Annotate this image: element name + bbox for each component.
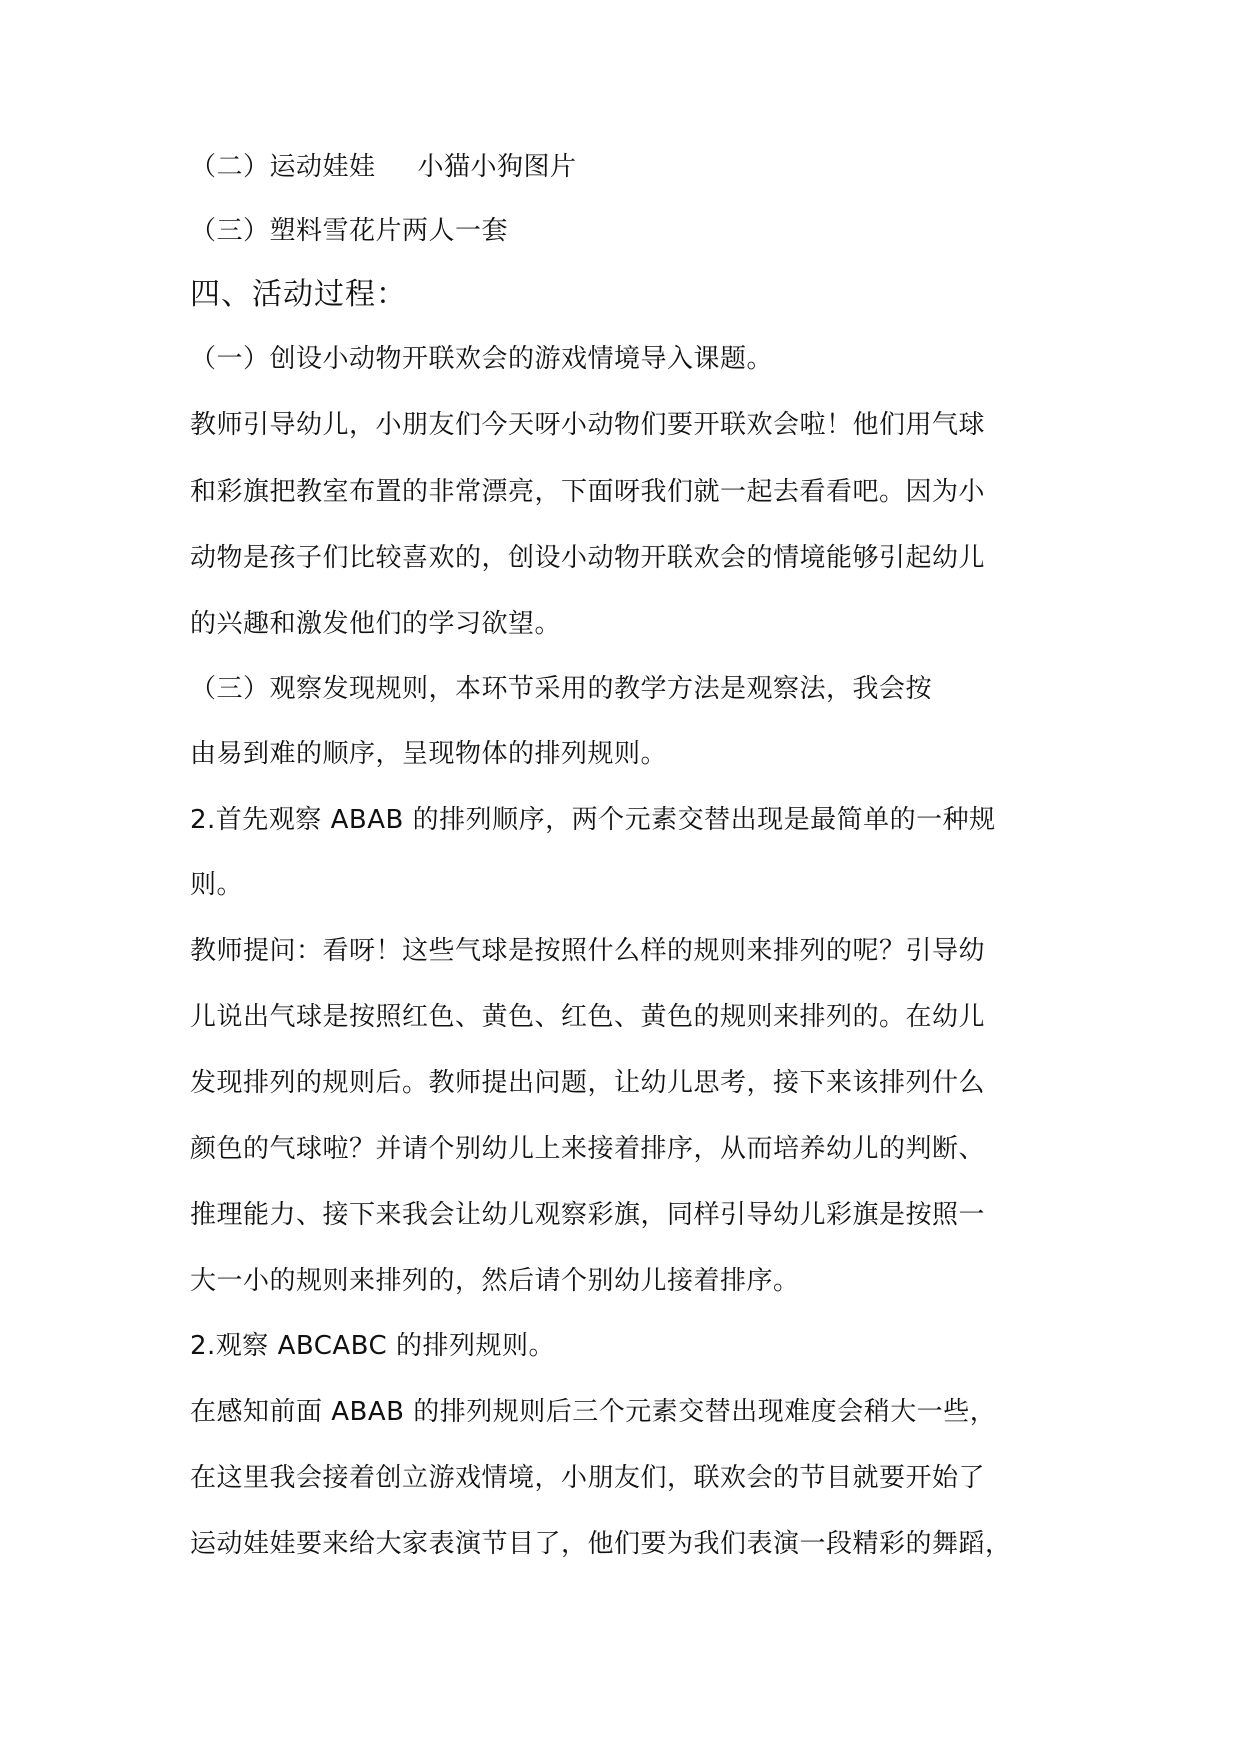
paragraph-line: 运动娃娃要来给大家表演节目了，他们要为我们表演一段精彩的舞蹈， [190, 1529, 1012, 1559]
paragraph-line: 颜色的气球啦？并请个别幼儿上来接着排序，从而培养幼儿的判断、 [190, 1134, 986, 1164]
paragraph-line: 2.首先观察 ABAB 的排列顺序，两个元素交替出现是最简单的一种规 [190, 805, 996, 835]
paragraph-line: 教师提问：看呀！这些气球是按照什么样的规则来排列的呢？引导幼 [190, 936, 986, 966]
paragraph-line: 在感知前面 ABAB 的排列规则后三个元素交替出现难度会稍大一些， [190, 1397, 997, 1427]
paragraph-line: （三）观察发现规则，本环节采用的教学方法是观察法，我会按 [190, 674, 933, 704]
materials-item-3: （三）塑料雪花片两人一套 [190, 216, 509, 246]
materials-item-2-pictures: 小猫小狗图片 [417, 152, 577, 182]
paragraph-line: 和彩旗把教室布置的非常漂亮，下面呀我们就一起去看看吧。因为小 [190, 477, 986, 507]
paragraph-line: 教师引导幼儿，小朋友们今天呀小动物们要开联欢会啦！他们用气球 [190, 410, 986, 440]
paragraph-line: 推理能力、接下来我会让幼儿观察彩旗，同样引导幼儿彩旗是按照一 [190, 1200, 986, 1230]
paragraph-line: （一）创设小动物开联欢会的游戏情境导入课题。 [190, 344, 774, 374]
paragraph-line: 儿说出气球是按照红色、黄色、红色、黄色的规则来排列的。在幼儿 [190, 1002, 986, 1032]
paragraph-line: 在这里我会接着创立游戏情境，小朋友们，联欢会的节目就要开始了 [190, 1463, 986, 1493]
section-heading: 四、活动过程： [190, 277, 407, 312]
paragraph-line: 的兴趣和激发他们的学习欲望。 [190, 609, 562, 639]
paragraph-line: 大一小的规则来排列的，然后请个别幼儿接着排序。 [190, 1266, 800, 1296]
paragraph-line: 动物是孩子们比较喜欢的，创设小动物开联欢会的情境能够引起幼儿 [190, 543, 986, 573]
paragraph-line: 2.观察 ABCABC 的排列规则。 [190, 1331, 555, 1361]
paragraph-line: 发现排列的规则后。教师提出问题，让幼儿思考，接下来该排列什么 [190, 1068, 986, 1098]
paragraph-line: 由易到难的顺序，呈现物体的排列规则。 [190, 739, 668, 769]
materials-item-2-doll: （二）运动娃娃 [190, 152, 376, 182]
paragraph-line: 则。 [190, 870, 244, 900]
materials-item-2 [190, 150, 577, 184]
